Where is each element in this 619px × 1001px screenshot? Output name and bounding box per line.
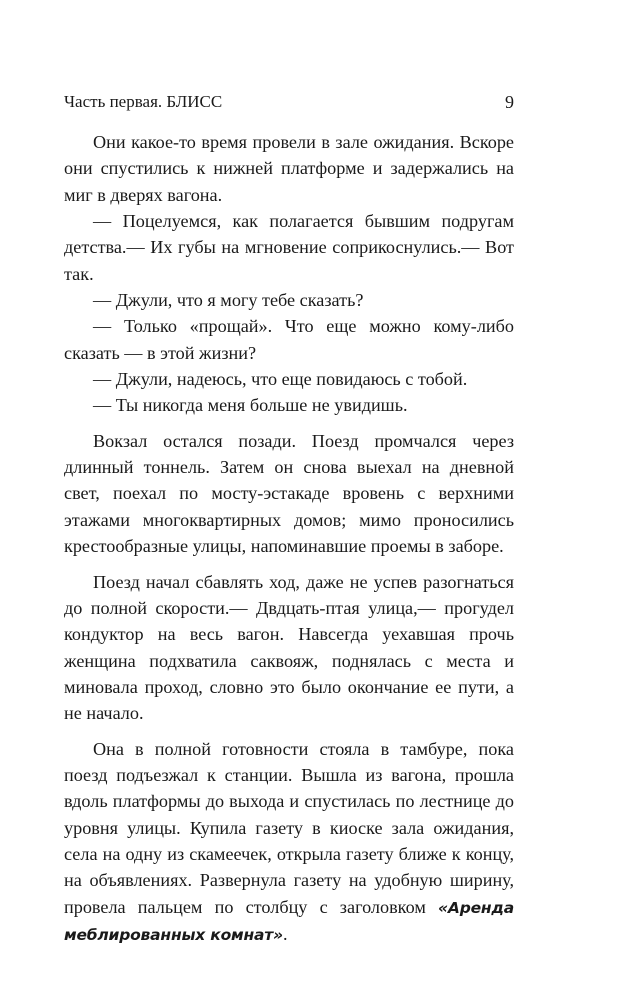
running-title: Часть первая. БЛИСС [64, 92, 223, 111]
paragraph: — Джули, надеюсь, что еще повидаюсь с тобой. [93, 369, 468, 390]
closing-punctuation: . [282, 923, 288, 944]
column-heading: «Аренда меблированных комнат» [64, 898, 514, 944]
paragraph: Поезд начал сбавлять ход, даже не успев разогнаться до полной скорости.— Двдцать-птая улица,— прогудел кондуктор на весь вагон. Навсегда уехавшая прочь женщина подхватила саквояж, поднялась с места и миновала проход, словно это было окончание ее пути, а не начало. [64, 571, 514, 724]
body-text [64, 129, 514, 948]
paragraph: Они какое-то время провели в зале ожидания. Вскоре они спустились к нижней платформе и задержались на миг в дверях вагона. [64, 132, 514, 205]
book-page [64, 0, 514, 1001]
paragraph: — Поцелуемся, как полагается бывшим подругам детства.— Их губы на мгновение соприкоснулись.— Вот так. [64, 211, 514, 284]
page-number: 9 [505, 92, 514, 112]
paragraph: Вокзал остался позади. Поезд промчался через длинный тоннель. Затем он снова выехал на дневной свет, поехал по мосту-эстакаде вровень с верхними этажами многоквартирных домов; мимо проносились крестообразные улицы, напоминавшие проемы в заборе. [64, 430, 514, 557]
paragraph: — Только «прощай». Что еще можно кому-либо сказать — в этой жизни? [64, 316, 514, 363]
paragraph: — Джули, что я могу тебе сказать? [93, 290, 364, 311]
paragraph: — Ты никогда меня больше не увидишь. [93, 395, 408, 416]
paragraph-text: Она в полной готовности стояла в тамбуре, пока поезд подъезжал к станции. Вышла из вагона, прошла вдоль платформы до выхода и спустилась по лестнице до уровня улицы. Купила газету в киоске зала ожидания, села на одну из скамеечек, открыла газету ближе к концу, на объявлениях. Развернула газету на удобную ширину, провела пальцем по столбцу с заголовком [64, 738, 514, 917]
running-head [64, 90, 514, 114]
last-paragraph [64, 736, 514, 949]
